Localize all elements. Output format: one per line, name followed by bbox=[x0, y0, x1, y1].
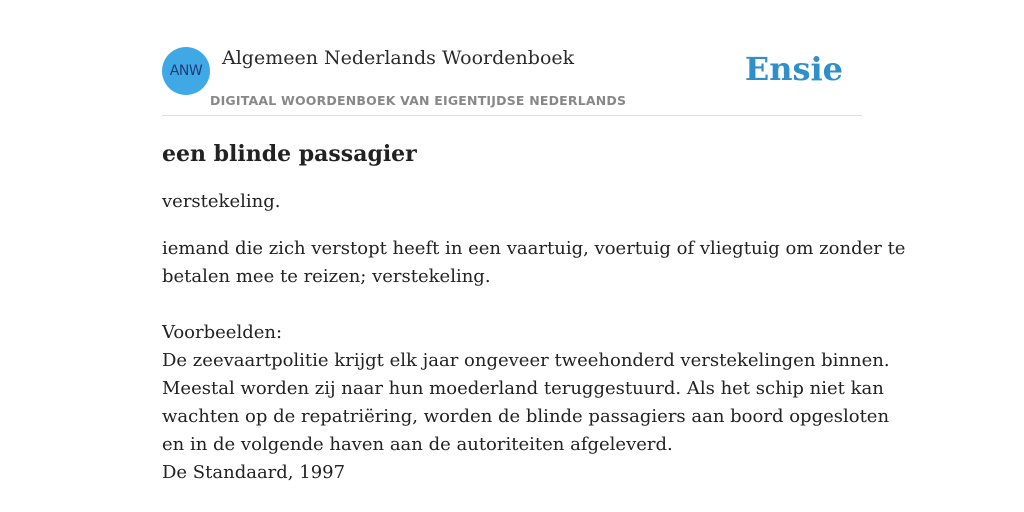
example-line: en in de volgende haven aan de autoriteiten afgeleverd. bbox=[162, 434, 673, 455]
example-line: De zeevaartpolitie krijgt elk jaar ongeveer tweehonderd verstekelingen binnen. bbox=[162, 350, 890, 371]
examples-label: Voorbeelden: bbox=[162, 322, 283, 343]
definition-line: betalen mee te reizen; verstekeling. bbox=[162, 266, 491, 287]
example-line: wachten op de repatriëring, worden de blinde passagiers aan boord opgesloten bbox=[162, 406, 890, 427]
anw-logo[interactable] bbox=[162, 47, 210, 95]
site-title[interactable]: Algemeen Nederlands Woordenboek bbox=[222, 47, 575, 69]
definition bbox=[162, 235, 906, 291]
entry-headword: een blinde passagier bbox=[162, 141, 417, 167]
example-source: De Standaard, 1997 bbox=[162, 462, 346, 483]
examples-section bbox=[162, 319, 890, 487]
site-subtitle: DIGITAAL WOORDENBOEK VAN EIGENTIJDSE NEDERLANDS bbox=[210, 93, 627, 108]
ensie-brand-logo[interactable]: Ensie bbox=[744, 50, 843, 88]
definition-line: iemand die zich verstopt heeft in een vaartuig, voertuig of vliegtuig om zonder te bbox=[162, 238, 906, 259]
example-line: Meestal worden zij naar hun moederland teruggestuurd. Als het schip niet kan bbox=[162, 378, 884, 399]
short-definition: verstekeling. bbox=[162, 191, 281, 212]
entry-content bbox=[162, 138, 906, 487]
site-header bbox=[162, 46, 862, 116]
logo-text: ANW bbox=[169, 63, 203, 79]
